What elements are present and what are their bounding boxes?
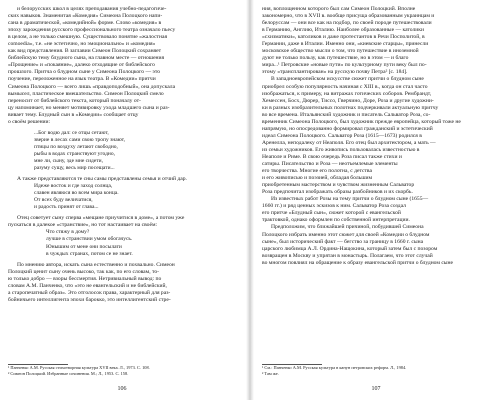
- text-line: бойничьего интеллигента эпохи барокко, это интеллигентский стре-: [8, 296, 171, 303]
- verse-line: ...Бог водю дал: се отцы сетают,: [34, 129, 109, 136]
- text-line: и белорусских школ в целях преподавания учебно-педагогиче-: [17, 6, 167, 12]
- text-line: дуют не только пользу, как путешествие, но в этом — и благо: [262, 55, 409, 62]
- text-line: прошлого. Притча о блудном сыне у Симеона Полоцкого — это: [8, 69, 161, 76]
- right-paragraph-4: [262, 224, 490, 266]
- text-line: и его живописью и поэзией, обладая большим: [262, 175, 373, 182]
- text-line: ки в разных изобразительных полотнах подчеркивали актуальную притчу: [262, 104, 439, 111]
- text-line: из семьи художников. Его живопись пользовалась известностью в: [262, 146, 420, 153]
- left-page: [8, 6, 236, 394]
- verse-line: мне ли, сыну, зде мне сидети,: [34, 157, 103, 164]
- text-line: царского любимца А.Л. Ордина-Нащокина, который затем был с позором: [262, 245, 438, 252]
- text-line: сатиры. Писательство и Роза — неотъемлемые элементы: [262, 161, 398, 168]
- text-line: во все времена. Итальянский художник и писатель Сальватор Роза, со-: [262, 111, 431, 118]
- footnote: ² Симеон Полоцкий. Избранные сочинения. М.; Л., 1953. С. 158.: [8, 370, 129, 376]
- text-line: цу напоминает, но меняет мотивировку ухода младшего сына и раз-: [8, 104, 170, 111]
- text-line: В западноевропейском искусстве сюжет притчи о блудном сыне: [271, 76, 424, 83]
- text-line: изображаться, к примеру, на витражах готических соборов. Рембрандт,: [262, 90, 432, 97]
- text-line: трактовкой, однако оформлен по собственной интерпретации.: [262, 217, 410, 224]
- text-line: пускаться в далекое «странствие», но тот настаивает на своём:: [8, 222, 158, 229]
- verse-line: Что стяжу в дому?: [46, 229, 90, 236]
- text-line: По мнению автора, искать сына естественно и похвально. Симеон: [17, 261, 175, 268]
- text-line: его творчества. Многие его полотна, с детства: [262, 168, 372, 175]
- text-line: ю только добро — взоры бессмертия. Нетривиальный вывод: по: [8, 275, 162, 282]
- verse-line: разуму сущу, весь мир посещати...: [34, 165, 115, 172]
- text-line: библейскую тему блудного сына, на главном месте — отношения: [8, 55, 165, 62]
- right-paragraph-2: [262, 76, 490, 196]
- left-paragraph-4: [8, 262, 236, 304]
- text-line: Из известных работ Розы на тему притчи о блудном сыне (1655—: [271, 196, 429, 203]
- text-line: московское общество мысли о том, что путешествие в иноземной: [262, 48, 419, 55]
- text-line: ских навыков. Знаменитая «Комедия» Симеона Полоцкого напи-: [8, 13, 163, 20]
- text-line: напрямую, но опосредованно формировал гражданский и эстетический: [262, 125, 433, 132]
- text-line: 1660 гг.) и ряд ценных эскизов к ним. Сальватор Роза создал: [262, 203, 406, 210]
- text-line: Хемессен, Босх, Дюрер, Тиссо, Гверчино, Доре, Роза и другие художни-: [262, 97, 434, 104]
- text-line: Роза предпочитал изображать образы разбойников и их скорбь.: [262, 189, 413, 196]
- left-verse-1: [8, 130, 236, 172]
- text-line: идеал Симеона Полоцкого. Сальватор Роза (1615—1673) родился в: [262, 132, 422, 139]
- text-line: в целом, а не только смешную. Существовало понятие «жалостная: [8, 34, 168, 41]
- text-line: Симеона Полоцкого — всего лишь «правдоподобный», она допускала: [8, 83, 176, 90]
- text-line: Предположим, что ближайшей причиной, побудившей Симеона: [271, 224, 424, 231]
- verse-line: птицы по воздуху летают свободно,: [34, 143, 118, 150]
- left-paragraph-1: [8, 6, 236, 126]
- text-line: Полоцкий ценит сыну очень высоко, так как, по его словам, то-: [8, 268, 160, 275]
- verse-line: Юнышим от мене они посылати: [46, 243, 122, 250]
- left-paragraph-3: [8, 215, 236, 229]
- text-line: мира...¹ Петровские «новые пути» по культурному пути веку был по-: [262, 62, 427, 69]
- text-line: Германии, даже в Италии. Именно они, «киевские старцы», принесли: [262, 41, 429, 48]
- text-line: приобретенным мастерством и чувством жизненным Сальватор: [262, 182, 415, 189]
- text-line: приобрел особую популярность начиная с XIII в., когда он стал часто: [262, 83, 428, 90]
- text-line: закономерно, что в XVII в. вообще присуща образованным украинцам и: [262, 13, 435, 20]
- verse-line: От всех буду величатися,: [34, 197, 93, 204]
- text-line: в Германию, Англию, Италию. Наиболее образованные — католики: [262, 27, 425, 34]
- text-line: Отец советует сыну сперва «мещане приучитися в доме», а потом уже: [17, 215, 185, 222]
- text-line: «Прощение» и «покаяние», далеко отходящие от библейского: [8, 62, 155, 69]
- footnote: ¹ Панченко А.М. Русская стихотворная культура XVII века. Л., 1973. С. 108.: [8, 365, 150, 371]
- text-line: сыне», был исторический факт — бегство за границу в 1660 г. сына: [262, 238, 424, 245]
- text-line: Полоцкого избрать именно этот сюжет для своей «Комедии о блудном: [262, 231, 430, 238]
- page-number: 106: [117, 386, 127, 392]
- footnote: ² Там же.: [262, 370, 279, 376]
- text-line: переносит от библейского текста, который поначалу от-: [8, 97, 141, 104]
- verse-line: славен являюся во всем мира конца.: [34, 190, 119, 197]
- text-line: как вид представления. В заглавии Симеон Полоцкий сохраняет: [8, 48, 162, 55]
- left-verse-2: [8, 229, 236, 257]
- text-line: этому «трансплантирован» на русскую почву Петра² [с. 184].: [262, 69, 408, 76]
- page-number: 107: [371, 386, 381, 392]
- text-line: белоруссам — они все как на подбор, по своей породе путешествовали: [262, 20, 432, 27]
- text-line: временник Симеона Полоцкого, был художник прежде европейца, который тоже не: [262, 118, 461, 125]
- right-page: [262, 6, 490, 394]
- verse-line: Идеже восток и где заход солнца,: [34, 183, 113, 190]
- text-line: вымысел, пластическое вмешательство. Симеон Полоцкий смело: [8, 90, 164, 97]
- book-gutter: [246, 0, 254, 400]
- footnote: ¹ См.: Панченко А.М. Русская культура в канун петровских реформ. Л., 1984.: [262, 365, 407, 371]
- verse-line: в чуждых странах, потом се не знает.: [46, 250, 133, 257]
- text-line: сана в драматической, «комедийной» форме. Слово «комедия» в: [8, 20, 162, 27]
- text-line: о своём решении:: [8, 118, 51, 125]
- verse-line: рыбы в водах странствуют угодно,: [34, 150, 115, 157]
- text-line: «схизматики», католиков и даже протестантов в Речи Посполитой, в: [262, 34, 425, 41]
- text-line: словам А.М. Панченко, что «это не евангельский и не библейский,: [8, 282, 167, 289]
- right-paragraph-3: [262, 196, 490, 224]
- right-footnotes: [262, 361, 490, 376]
- left-footnotes: [8, 361, 236, 376]
- text-line: А также представляются те сны самы представлены семья и отчий дар.: [17, 176, 187, 183]
- text-line: во многом повлиял на обращение к образу евангельской притчи о блудном сыне: [262, 259, 454, 266]
- text-line: ния, воплощенном которого был сам Симеон Полоцкий. Вполне: [262, 6, 416, 12]
- right-paragraph-1: [262, 6, 490, 76]
- verse-line: зверие в лесах сами свою тропу знают,: [34, 136, 126, 143]
- text-line: Неаполе и Риме. В свою очередь Роза писал также стихи и: [262, 153, 402, 160]
- text-line: а старопечатный образ». Это отголосок права, характерный для раз-: [8, 289, 171, 296]
- text-line: вивает тему. Блудный сын в «Комедии» сообщает отцу: [8, 111, 139, 118]
- verse-line: и радость принят от глава...: [34, 204, 99, 211]
- text-line: эпоху зарождения русского профессионального театра означало пьесу: [8, 27, 176, 34]
- text-line: Аренелла, неподалеку от Неаполя. Его отец был архитектором, а мать —: [262, 139, 436, 146]
- verse-line: лучше в странствии умом обогачусь.: [46, 236, 133, 243]
- text-line: его притче «Блудный сын», сюжет которой с евангельской: [262, 210, 401, 217]
- left-paragraph-2: [8, 176, 236, 211]
- text-line: поучение, переложенное на язык театра. В «Комедии» притчи: [8, 76, 156, 83]
- text-line: comoedia», т.е. «не эстетично, но эмоционально» и «комедия»: [8, 41, 156, 48]
- text-line: возвращен в Москву и упрятан в монастырь. Полагаем, что этот случай: [262, 252, 433, 259]
